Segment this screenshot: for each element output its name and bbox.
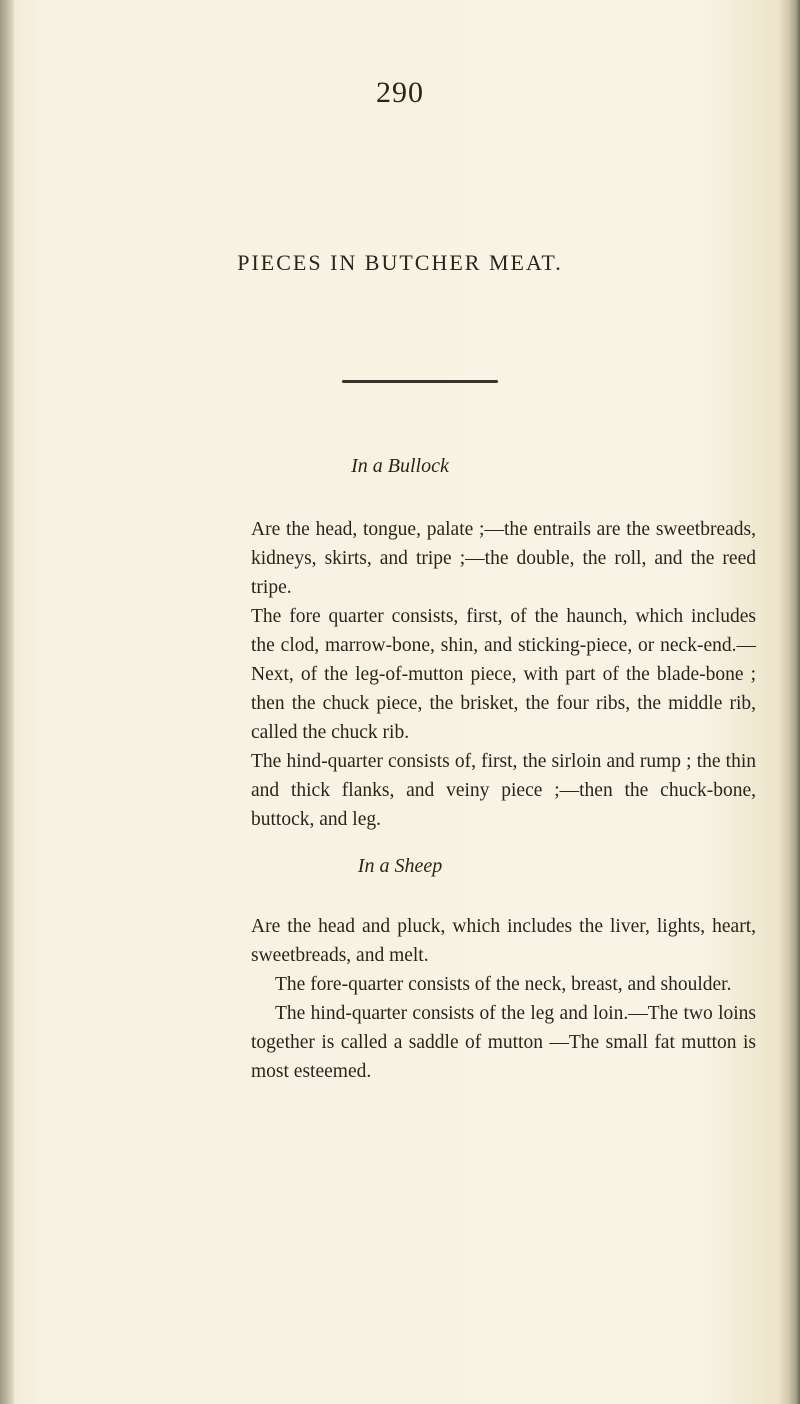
section-title-sheep: In a Sheep [357, 855, 443, 877]
paragraph: Are the head, tongue, palate ;—the entrails are the sweetbreads, kidneys, skirts, and tripe ;—the double, the roll, and the reed tripe. [251, 519, 756, 598]
paragraph: Are the head and pluck, which includes the liver, lights, heart, sweetbreads, and melt. [251, 916, 756, 966]
page-left-edge [0, 0, 14, 1404]
paragraph: The fore quarter consists, first, of the haunch, which includes the clod, marrow-bone, shin, and sticking-piece, or neck-end.—Next, of the leg-of-mutton piece, with part of the blade-bone ; then the chuck piece, the brisket, the four ribs, the middle rib, called the chuck rib. [251, 606, 756, 743]
section-title-bullock: In a Bullock [351, 455, 449, 477]
section-body-bullock [251, 515, 756, 834]
paragraph: The hind-quarter consists of, first, the sirloin and rump ; the thin and thick flanks, and veiny piece ;—then the chuck-bone, buttock, and leg. [251, 751, 756, 830]
section-body-sheep [251, 912, 756, 1086]
heading-divider [342, 380, 498, 383]
paragraph: The hind-quarter consists of the leg and loin.—The two loins together is called a saddle of mutton —The small fat mutton is most esteemed. [251, 1003, 756, 1082]
page-heading: PIECES IN BUTCHER MEAT. [237, 250, 563, 275]
page-number: 290 [376, 76, 424, 109]
page-right-edge [778, 0, 800, 1404]
paragraph: The fore-quarter consists of the neck, breast, and shoulder. [275, 974, 732, 995]
